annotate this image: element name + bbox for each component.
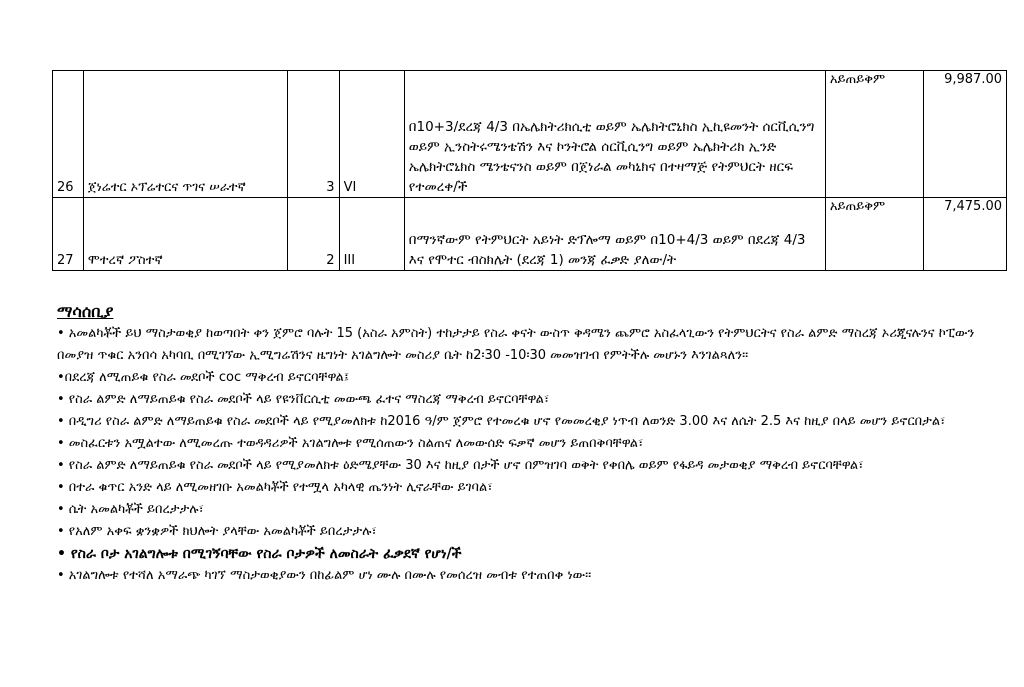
job-title: ጀነሬተር ኦፕሬተርና ጥገና ሠራተኛ <box>83 71 287 198</box>
job-level: III <box>339 198 404 271</box>
salary: 7,475.00 <box>924 198 1007 271</box>
jobs-table <box>52 70 1007 271</box>
row-number: 27 <box>53 198 84 271</box>
notes-heading: ማሳሰቢያ <box>57 302 114 321</box>
row-number: 26 <box>53 71 84 198</box>
job-title: ሞተረኛ ፖስተኛ <box>83 198 287 271</box>
job-level: VI <box>339 71 404 198</box>
table-row <box>53 71 1007 198</box>
qualification: በማንኛውም የትምህርት አይነት ድፕሎማ ወይም በ10+4/3 ወይም በደረጃ 4/3 እና የሞተር ብስክሌት (ደረጃ 1) መንጃ ፈቃድ ያለው/ት <box>404 198 825 271</box>
vacancy-count: 2 <box>288 198 339 271</box>
note-item: • የስራ ልምድ ለማይጠይቁ የስራ መደቦች ላይ የዩንቨርሲቲ መውጫ ፈተና ማስረጃ ማቅረብ ይኖርባቸዋል፣ <box>57 392 550 407</box>
note-item: • ሴት አመልካቾች ይበረታታሉ፣ <box>57 502 204 517</box>
note-item-bold: • የስራ ቦታ አገልግሎቱ በሚገኝባቸው የስራ ቦታዎች ለመስራት ፈቃደኛ የሆነ/ች <box>57 546 462 562</box>
note-item: • አመልካቾች ይህ ማስታወቂያ ከወጣበት ቀን ጀምሮ ባሉት 15 (አስራ አምስት) ተከታታይ የስራ ቀናት ውስጥ ቅዳሜን ጨምሮ አስፈላጊውን የትምህርትና የስራ ልምድ ማስረጃ ኦሪጂናሉንና ኮፒውን በመያዝ ጥቁር አንበሳ አካባቢ በሚገኘው ኢሚግሬሽንና ዜግነት አገልግሎት መስሪያ ቤት ከ2፡30 -10፡30 መመዝገብ የምትችሉ መሆኑን እንገልጻለን፡፡ <box>57 326 975 363</box>
note-item: • የስራ ልምድ ለማይጠይቁ የስራ መደቦች ላይ የሚያመለክቱ ዕድሜያቸው 30 እና ከዚያ በታች ሆኖ በምዝገባ ወቅት የቀበሌ ወይም የፋይዳ መታወቂያ ማቅረብ ይኖርባቸዋል፣ <box>57 458 864 473</box>
experience: አይጠይቅም <box>825 198 923 271</box>
qualification: በ10+3/ደረጃ 4/3 በኤሌክትሪክሲቲ ወይም ኤሌክትሮኒክስ ኢኪዩመንት ሰርቪሲንግ ወይም ኢንስትሩሜንቴሽን እና ኮንትሮል ሰርቪሲንግ ወይም ኤሌክትሪክ ኢንድ ኤሌክትሮኒክስ ሜንቴናንስ ወይም በጀነራል መካኒክና በተዛማጅ የትምህርት ዘርፍ የተመረቀ/ች <box>404 71 825 198</box>
vacancy-count: 3 <box>288 71 339 198</box>
note-item: •በደረጃ ለሚጠይቁ የስራ መደቦች coc ማቅረብ ይኖርባቸዋል፤ <box>57 370 350 385</box>
note-item: • በተራ ቁጥር አንድ ላይ ለሚመዘገቡ አመልካቾች የተሟላ አካላዊ ጤንነት ሊኖራቸው ይገባል፣ <box>57 480 493 495</box>
table-row <box>53 198 1007 271</box>
note-item: • መስፈርቱን አሟልተው ለሚመረጡ ተወዳዳሪዎች አገልግሎቱ የሚሰጠውን ስልጠና ለመውሰድ ፍቃኛ መሆን ይጠበቅባቸዋል፣ <box>57 436 644 451</box>
note-item: • የአለም አቀፍ ቋንቋዎች ክህሎት ያላቸው አመልካቾች ይበረታታሉ፣ <box>57 524 377 539</box>
experience: አይጠይቅም <box>825 71 923 198</box>
note-item: • በዲግሪ የስራ ልምድ ለማይጠይቁ የስራ መደቦች ላይ የሚያመለክቱ ከ2016 ዓ/ም ጀምሮ የተመረቁ ሆኖ የመመረቂያ ነጥብ ለወንድ 3.00 እና ለሴት 2.5 እና ከዚያ በላይ መሆን ይኖርበታል፣ <box>57 414 946 429</box>
salary: 9,987.00 <box>924 71 1007 198</box>
note-item: • አገልግሎቱ የተሻለ አማራጭ ካገኘ ማስታወቂያውን በከፊልም ሆነ ሙሉ በሙሉ የመሰረዝ መብቱ የተጠበቀ ነው፡፡ <box>57 568 592 583</box>
notes-section <box>57 301 1007 587</box>
